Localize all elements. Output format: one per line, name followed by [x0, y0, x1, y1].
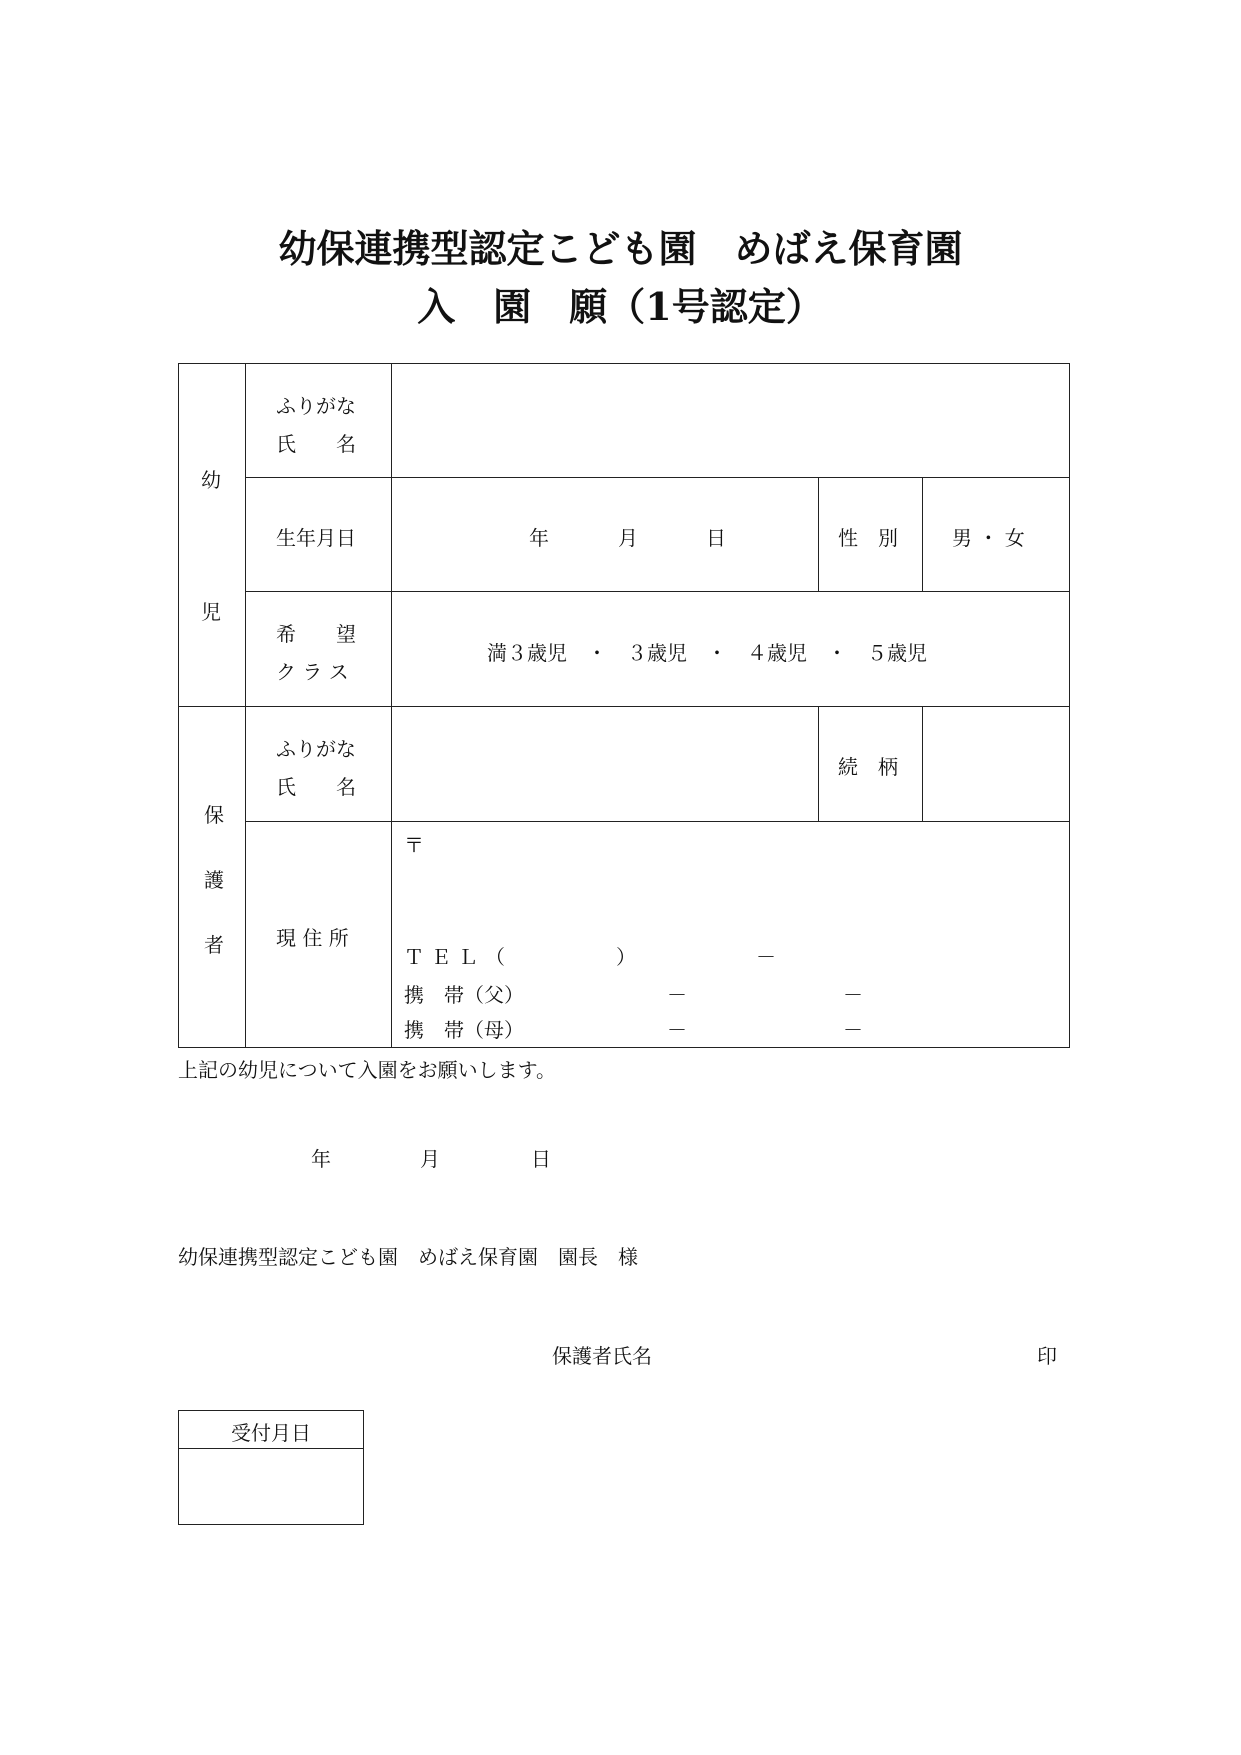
child-birthdate-label: 生年月日: [276, 526, 356, 550]
table-line: [245, 591, 1070, 592]
table-line: [818, 706, 819, 821]
tel-close-paren: ）: [616, 945, 636, 969]
mobile-father-dash: －: [843, 983, 863, 1007]
birth-day-label: 日: [706, 526, 726, 550]
table-line: [245, 477, 1070, 478]
guardian-signature-field[interactable]: [662, 1332, 1022, 1368]
table-line: [178, 706, 1070, 707]
address-field[interactable]: [420, 826, 1060, 936]
postal-mark: 〒: [404, 833, 424, 857]
tel-label: ＴＥＬ（: [404, 945, 512, 969]
address-label: 現 住 所: [276, 926, 349, 950]
relation-label: 続 柄: [838, 755, 898, 779]
gender-label: 性 別: [838, 526, 898, 550]
page-title-line1: 幼保連携型認定こども園 めばえ保育園: [278, 226, 963, 271]
class-label: ク ラ ス: [276, 660, 349, 684]
child-birthdate-field[interactable]: [393, 479, 816, 589]
reception-divider: [178, 1448, 364, 1449]
child-name-label: 氏 名: [276, 432, 356, 456]
guardian-name-label: 氏 名: [276, 775, 356, 799]
guardian-group-label: 者: [204, 933, 224, 957]
class-options[interactable]: 満３歳児 ・ ３歳児 ・ ４歳児 ・ ５歳児: [487, 641, 927, 665]
relation-field[interactable]: [924, 708, 1068, 819]
birth-month-label: 月: [618, 526, 638, 550]
date-month-label: 月: [420, 1147, 440, 1171]
class-label: 希 望: [276, 622, 356, 646]
date-day-label: 日: [531, 1147, 551, 1171]
table-line: [245, 821, 1070, 822]
child-name-field[interactable]: [393, 365, 1068, 475]
request-text: 上記の幼児について入園をお願いします。: [178, 1058, 556, 1082]
reception-date-field[interactable]: [180, 1450, 362, 1523]
child-group-label: 児: [201, 600, 221, 624]
child-group-label: 幼: [201, 468, 221, 492]
mobile-mother-dash: －: [667, 1018, 687, 1042]
date-year-label: 年: [311, 1147, 331, 1171]
seal-label: 印: [1037, 1344, 1057, 1368]
guardian-name-field[interactable]: [393, 708, 816, 819]
tel-dash: －: [756, 945, 776, 969]
table-line: [922, 706, 923, 821]
page-title-line2: 入 園 願（1号認定）: [417, 284, 824, 329]
mobile-father-label: 携 帯（父）: [404, 983, 524, 1007]
reception-label: 受付月日: [231, 1421, 311, 1445]
child-furigana-label: ふりがな: [276, 394, 356, 418]
guardian-group-label: 保: [204, 803, 224, 827]
guardian-signature-label: 保護者氏名: [552, 1344, 652, 1368]
birth-year-label: 年: [529, 526, 549, 550]
table-line: [818, 477, 819, 591]
mobile-mother-label: 携 帯（母）: [404, 1018, 524, 1042]
gender-options[interactable]: 男 ・ 女: [952, 526, 1025, 550]
guardian-group-label: 護: [204, 868, 224, 892]
guardian-furigana-label: ふりがな: [276, 737, 356, 761]
table-line: [922, 477, 923, 591]
mobile-father-dash: －: [667, 983, 687, 1007]
addressee: 幼保連携型認定こども園 めばえ保育園 園長 様: [178, 1245, 638, 1269]
mobile-mother-dash: －: [843, 1018, 863, 1042]
